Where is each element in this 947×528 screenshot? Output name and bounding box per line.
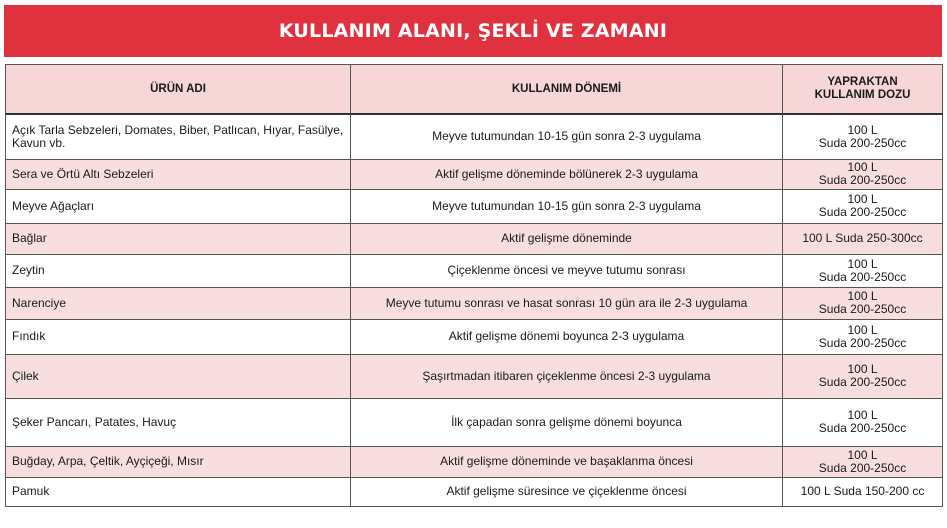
dose-cell	[783, 398, 943, 446]
dose-line1: 100 L	[847, 362, 878, 376]
product-cell: Zeytin	[6, 254, 351, 287]
product-cell: Buğday, Arpa, Çeltik, Ayçiçeği, Mısır	[6, 446, 351, 477]
dose-line1: 100 L	[847, 192, 878, 206]
table-header-row	[6, 65, 943, 115]
period-cell: Meyve tutumu sonrası ve hasat sonrası 10 gün ara ile 2-3 uygulama	[351, 287, 783, 319]
dose-line2: Suda 200-250cc	[818, 335, 907, 350]
table-row	[6, 446, 943, 477]
header-period: KULLANIM DÖNEMİ	[351, 65, 783, 115]
product-cell: Sera ve Örtü Altı Sebzeleri	[6, 159, 351, 189]
dose-line2: Suda 200-250cc	[818, 205, 907, 219]
period-cell: Aktif gelişme döneminde	[351, 223, 783, 254]
dose-line2: Suda 200-250cc	[818, 135, 907, 150]
page-title: KULLANIM ALANI, ŞEKLİ VE ZAMANI	[4, 5, 942, 57]
period-cell: Aktif gelişme döneminde ve başaklanma öncesi	[351, 446, 783, 477]
product-cell: Çilek	[6, 354, 351, 398]
dose-line1: 100 L	[847, 160, 878, 174]
table-row	[6, 254, 943, 287]
table-row	[6, 223, 943, 254]
period-cell: Şaşırtmadan itibaren çiçeklenme öncesi 2-3 uygulama	[351, 354, 783, 398]
product-cell: Açık Tarla Sebzeleri, Domates, Biber, Patlıcan, Hıyar, Fasülye, Kavun vb.	[6, 114, 351, 159]
dose-line1: 100 L	[847, 322, 878, 337]
header-dose	[783, 65, 943, 115]
product-cell: Fındık	[6, 319, 351, 354]
period-cell: Meyve tutumundan 10-15 gün sonra 2-3 uygulama	[351, 114, 783, 159]
header-product: ÜRÜN ADI	[6, 65, 351, 115]
table-row	[6, 189, 943, 223]
period-cell: Aktif gelişme süresince ve çiçeklenme öncesi	[351, 477, 783, 506]
product-cell: Bağlar	[6, 223, 351, 254]
dose-cell	[783, 189, 943, 223]
table-row	[6, 287, 943, 319]
header-dose-line2: KULLANIM DOZU	[814, 89, 911, 101]
dose-cell	[783, 287, 943, 319]
header-dose-line1: YAPRAKTAN	[827, 76, 898, 88]
product-cell: Meyve Ağaçları	[6, 189, 351, 223]
dose-line1: 100 L	[847, 408, 878, 422]
dose-cell	[783, 446, 943, 477]
period-cell: Aktif gelişme döneminde bölünerek 2-3 uygulama	[351, 159, 783, 189]
dose-cell	[783, 477, 943, 506]
dose-line2: Suda 200-250cc	[818, 302, 907, 316]
product-cell: Şeker Pancarı, Patates, Havuç	[6, 398, 351, 446]
dose-cell	[783, 254, 943, 287]
dose-cell	[783, 114, 943, 159]
dose-line1: 100 L	[847, 122, 878, 137]
dose-line1: 100 L	[847, 447, 878, 462]
dose-line1: 100 L Suda 150-200 cc	[800, 484, 925, 498]
table-row	[6, 477, 943, 506]
dose-line2: Suda 200-250cc	[818, 173, 907, 187]
period-cell: Aktif gelişme dönemi boyunca 2-3 uygulama	[351, 319, 783, 354]
dose-line2: Suda 200-250cc	[818, 421, 907, 435]
product-cell: Narenciye	[6, 287, 351, 319]
dose-line1: 100 L Suda 250-300cc	[802, 231, 923, 245]
period-cell: Çiçeklenme öncesi ve meyve tutumu sonrası	[351, 254, 783, 287]
period-cell: İlk çapadan sonra gelişme dönemi boyunca	[351, 398, 783, 446]
dose-line1: 100 L	[847, 256, 878, 271]
dose-line2: Suda 200-250cc	[818, 460, 907, 475]
product-cell: Pamuk	[6, 477, 351, 506]
dose-cell	[783, 223, 943, 254]
dose-line1: 100 L	[847, 289, 878, 303]
table-row	[6, 319, 943, 354]
dose-cell	[783, 159, 943, 189]
usage-table	[5, 64, 943, 507]
table-row	[6, 354, 943, 398]
table-row	[6, 159, 943, 189]
dose-cell	[783, 354, 943, 398]
table-row	[6, 398, 943, 446]
dose-line2: Suda 200-250cc	[818, 269, 907, 284]
table-row	[6, 114, 943, 159]
dose-cell	[783, 319, 943, 354]
dose-line2: Suda 200-250cc	[818, 375, 907, 389]
period-cell: Meyve tutumundan 10-15 gün sonra 2-3 uygulama	[351, 189, 783, 223]
